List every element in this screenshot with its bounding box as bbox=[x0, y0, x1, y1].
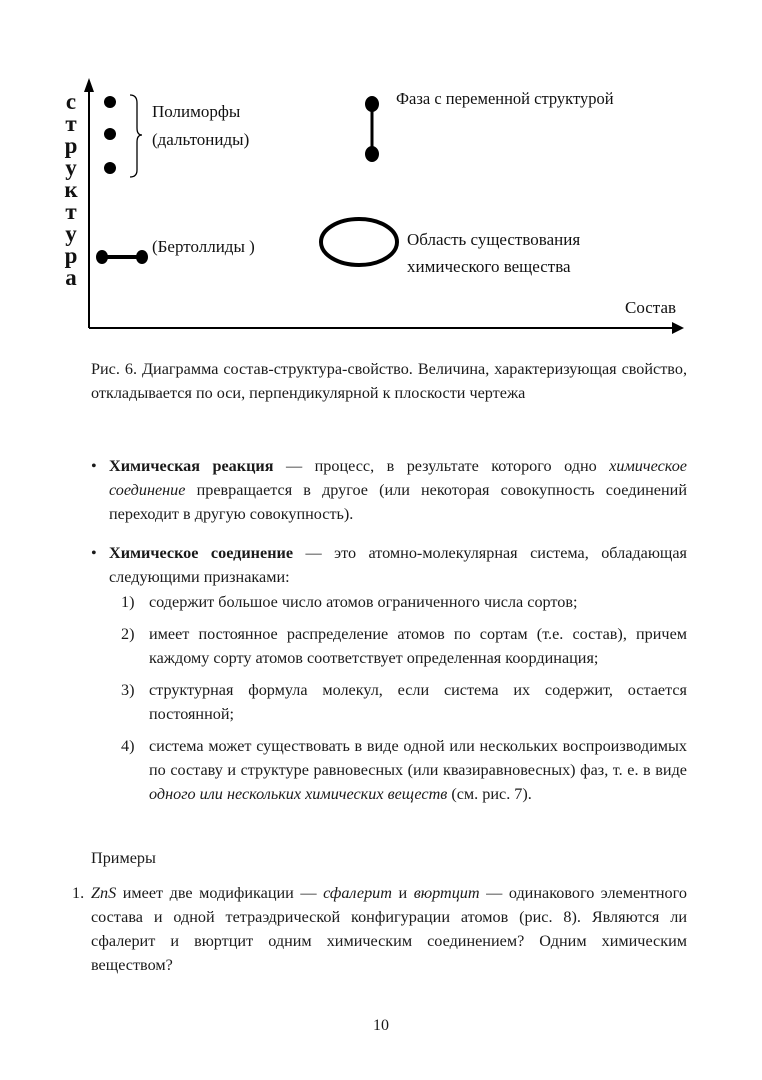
properties-list bbox=[121, 590, 687, 814]
variable-phase-point bbox=[365, 96, 379, 112]
daltonides-label: (дальтониды) bbox=[152, 130, 250, 149]
polymorph-point bbox=[104, 96, 116, 108]
page-number: 10 bbox=[373, 1017, 389, 1034]
existence-label-line2: химического вещества bbox=[407, 257, 571, 276]
svg-text:к: к bbox=[64, 177, 78, 202]
svg-text:р: р bbox=[64, 243, 78, 268]
variable-phase-point bbox=[365, 146, 379, 162]
brace-icon bbox=[130, 95, 142, 177]
list-item: 1) содержит большое число атомов ограниченного числа сортов; bbox=[121, 593, 578, 611]
polymorph-point bbox=[104, 128, 116, 140]
list-item: 4) система может существовать в виде одной или нескольких воспроизводимых по составу и структуре равновесных (или квазиравновесных) фаз, т. е. в виде одного или нескольких химических веществ (см. рис. 7). bbox=[121, 737, 687, 803]
berthollide-point bbox=[136, 250, 148, 264]
term: Химическая реакция bbox=[109, 457, 274, 475]
berthollide-point bbox=[96, 250, 108, 264]
figure-caption: Рис. 6. Диаграмма состав-структура-свойство. Величина, характеризующая свойство, откладывается по оси, перпендикулярной к плоскости чертежа bbox=[91, 360, 687, 402]
list-item: 2) имеет постоянное распределение атомов по сортам (т.е. состав), причем каждому сорту атомов соответствует определенная координация; bbox=[121, 625, 687, 667]
x-axis-arrow-icon bbox=[672, 322, 684, 334]
svg-text:с: с bbox=[65, 89, 77, 114]
example-item: 1. ZnS имеет две модификации — сфалерит и вюртцит — одинакового элементного состава и одной тетраэдрической конфигурации атомов (рис. 8). Являются ли сфалерит и вюртцит одним химическим соединением? Одним химическим веществом? bbox=[72, 884, 687, 974]
polymorphs-label: Полиморфы bbox=[152, 102, 241, 121]
composition-structure-diagram bbox=[0, 0, 762, 345]
svg-text:т: т bbox=[65, 111, 77, 136]
examples-heading: Примеры bbox=[91, 849, 156, 867]
existence-region bbox=[321, 219, 397, 265]
bullet-icon: • bbox=[91, 544, 97, 562]
list-item: 3) структурная формула молекул, если система их содержит, остается постоянной; bbox=[121, 681, 687, 723]
svg-text:у: у bbox=[65, 155, 77, 180]
y-axis-label bbox=[64, 89, 78, 290]
formula: ZnS bbox=[91, 884, 117, 902]
svg-text:у: у bbox=[65, 221, 77, 246]
svg-text:р: р bbox=[64, 133, 78, 158]
svg-text:т: т bbox=[65, 199, 77, 224]
y-axis-arrow-icon bbox=[84, 78, 94, 92]
x-axis-label: Состав bbox=[625, 298, 677, 317]
variable-phase-label: Фаза с переменной структурой bbox=[396, 89, 614, 108]
term: Химическое соединение bbox=[109, 544, 294, 562]
definition-chemical-reaction: • Химическая реакция — процесс, в результате которого одно химическое соединение превращается в другое (или некоторая совокупность соединений переходит в другую совокупность). bbox=[91, 454, 687, 526]
berthollides-label: (Бертоллиды ) bbox=[152, 237, 255, 256]
definition-chemical-compound: • Химическое соединение — это атомно-молекулярная система, обладающая следующими признаками: bbox=[91, 541, 687, 589]
existence-label-line1: Область существования bbox=[407, 230, 581, 249]
svg-text:а: а bbox=[65, 265, 77, 290]
bullet-icon: • bbox=[91, 457, 97, 475]
polymorph-point bbox=[104, 162, 116, 174]
